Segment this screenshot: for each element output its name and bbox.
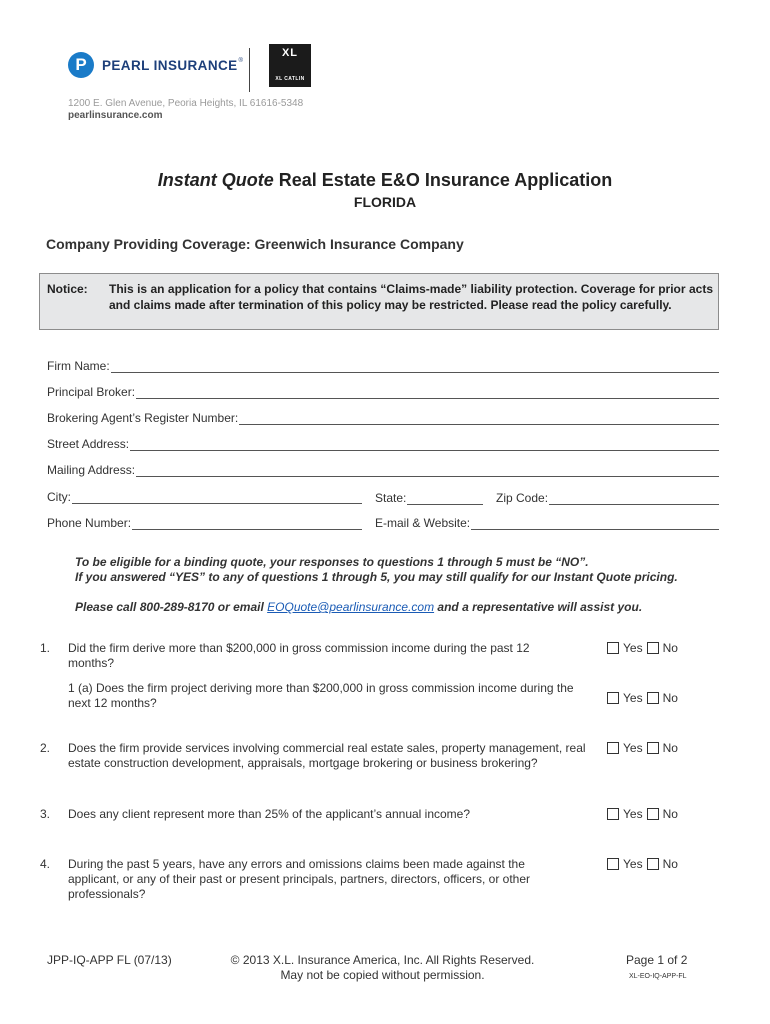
question-2-yes-checkbox[interactable] <box>607 742 619 754</box>
zip-label: Zip Code: <box>496 491 549 505</box>
zip-line[interactable] <box>549 493 719 505</box>
register-number-line[interactable] <box>239 413 719 425</box>
principal-broker-line[interactable] <box>136 387 719 399</box>
phone-field[interactable] <box>47 516 362 530</box>
question-4-yes-checkbox[interactable] <box>607 858 619 870</box>
city-line[interactable] <box>72 492 362 504</box>
question-4-number: 4. <box>40 857 51 871</box>
xl-logo-name: XL CATLIN <box>275 76 305 82</box>
email-label: E-mail & Website: <box>375 516 471 530</box>
mailing-address-field[interactable] <box>47 463 719 477</box>
instruction-line-3: Please call 800-289-8170 or email EOQuote@pearlinsurance.com and a representative will assist you. <box>75 600 643 614</box>
no-label: No <box>662 691 678 705</box>
question-4-no-checkbox[interactable] <box>647 858 659 870</box>
question-3-no-checkbox[interactable] <box>647 808 659 820</box>
street-address-label: Street Address: <box>47 437 130 451</box>
phone-line[interactable] <box>132 518 362 530</box>
no-label: No <box>662 641 678 655</box>
question-1a-no-checkbox[interactable] <box>647 692 659 704</box>
yes-label: Yes <box>623 741 643 755</box>
no-label: No <box>662 807 678 821</box>
state-line[interactable] <box>407 493 483 505</box>
mailing-address-label: Mailing Address: <box>47 463 136 477</box>
principal-broker-field[interactable] <box>47 385 719 399</box>
phone-label: Phone Number: <box>47 516 132 530</box>
no-label: No <box>662 857 678 871</box>
register-number-label: Brokering Agent’s Register Number: <box>47 411 239 425</box>
no-label: No <box>662 741 678 755</box>
yes-label: Yes <box>623 807 643 821</box>
question-1-yes-checkbox[interactable] <box>607 642 619 654</box>
yes-label: Yes <box>623 691 643 705</box>
firm-name-line[interactable] <box>111 361 719 373</box>
question-1a-options <box>607 691 678 705</box>
question-2-text: Does the firm provide services involving commercial real estate sales, property management, real estate construction development, appraisals, mortgage brokering or business brokering? <box>68 741 586 770</box>
question-1a-yes-checkbox[interactable] <box>607 692 619 704</box>
principal-broker-label: Principal Broker: <box>47 385 136 399</box>
zip-field[interactable] <box>496 491 719 505</box>
company-address: 1200 E. Glen Avenue, Peoria Heights, IL 61616-5348 <box>68 98 304 109</box>
street-address-field[interactable] <box>47 437 719 451</box>
pearl-logo-icon: P <box>68 52 94 78</box>
register-number-field[interactable] <box>47 411 719 425</box>
question-3-yes-checkbox[interactable] <box>607 808 619 820</box>
state-label: State: <box>375 491 407 505</box>
question-1-text: Did the firm derive more than $200,000 in gross commission income during the past 12 months? <box>68 641 530 670</box>
yes-label: Yes <box>623 641 643 655</box>
notice-label: Notice: <box>47 282 88 296</box>
instruction-line-1: To be eligible for a binding quote, your responses to questions 1 through 5 must be “NO”. <box>75 555 589 569</box>
instruction-line-2: If you answered “YES” to any of questions 1 through 5, you may still qualify for our Instant Quote pricing. <box>75 570 678 584</box>
form-id: JPP-IQ-APP FL (07/13) <box>47 953 172 967</box>
copy-note: May not be copied without permission. <box>280 968 485 982</box>
question-1a-text: 1 (a) Does the firm project deriving more than $200,000 in gross commission income during the next 12 months? <box>68 681 574 710</box>
pearl-brand-name: PEARL INSURANCE® <box>102 58 244 73</box>
contact-email-link[interactable]: EOQuote@pearlinsurance.com <box>267 600 435 614</box>
question-1-options <box>607 641 678 655</box>
coverage-company: Company Providing Coverage: Greenwich Insurance Company <box>46 236 464 252</box>
document-title: Instant Quote Real Estate E&O Insurance Application <box>157 170 613 190</box>
question-1-number: 1. <box>40 641 51 655</box>
street-address-line[interactable] <box>130 439 719 451</box>
question-3-options <box>607 807 678 821</box>
firm-name-field[interactable] <box>47 359 719 373</box>
yes-label: Yes <box>623 857 643 871</box>
question-4-text: During the past 5 years, have any errors and omissions claims been made against the applicant, or any of their past or present principals, partners, directors, officers, or other professionals? <box>68 857 530 901</box>
xl-logo-mark: XL <box>281 47 299 59</box>
firm-name-label: Firm Name: <box>47 359 110 373</box>
question-3-text: Does any client represent more than 25% of the applicant’s annual income? <box>68 807 471 821</box>
question-1-no-checkbox[interactable] <box>647 642 659 654</box>
question-4-options <box>607 857 678 871</box>
document-state: FLORIDA <box>353 194 417 210</box>
question-2-options <box>607 741 678 755</box>
form-code: XL-EO-IQ-APP-FL <box>629 973 687 980</box>
email-line[interactable] <box>471 518 719 530</box>
logo-divider <box>249 48 250 92</box>
copyright: © 2013 X.L. Insurance America, Inc. All Rights Reserved. <box>230 953 535 967</box>
email-field[interactable] <box>375 516 719 530</box>
question-3-number: 3. <box>40 807 51 821</box>
question-2-no-checkbox[interactable] <box>647 742 659 754</box>
page-number: Page 1 of 2 <box>626 953 688 967</box>
notice-text: This is an application for a policy that contains “Claims-made” liability protection. Coverage for prior acts and claims made after termination of this policy may be restricted. Please read the policy carefully. <box>109 282 713 312</box>
state-field[interactable] <box>375 491 483 505</box>
company-website: pearlinsurance.com <box>68 110 163 121</box>
question-2-number: 2. <box>40 741 51 755</box>
city-field[interactable] <box>47 490 362 504</box>
city-label: City: <box>47 490 71 504</box>
mailing-address-line[interactable] <box>136 465 719 477</box>
